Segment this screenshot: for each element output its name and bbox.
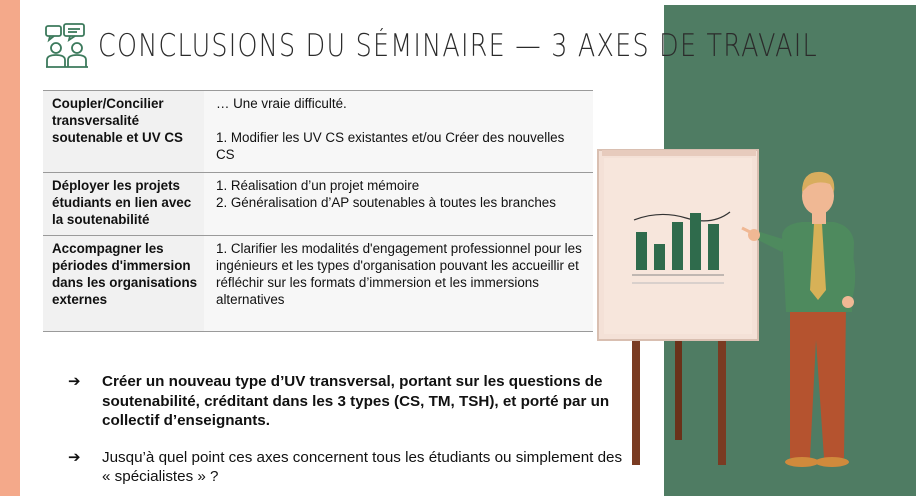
row-content	[204, 173, 593, 236]
left-accent-band	[0, 0, 20, 496]
row-content	[204, 236, 593, 332]
content-line: … Une vraie difficulté.	[216, 96, 347, 111]
axes-table	[43, 90, 593, 332]
table-row	[43, 236, 593, 332]
title-row	[44, 22, 916, 70]
content-line: 1. Clarifier les modalités d'engagement professionnel pour les ingénieurs et les types d'organisation pouvant les accueillir et réfléchir sur les formats d’immersion et les immersions alternatives	[216, 241, 582, 307]
bullet-item	[68, 448, 628, 487]
meeting-people-icon	[44, 23, 92, 69]
page-title: CONCLUSIONS DU SÉMINAIRE — 3 AXES DE TRAVAIL	[98, 28, 818, 64]
table-row	[43, 91, 593, 173]
row-label: Accompagner les périodes d'immersion dans les organisations externes	[43, 236, 204, 332]
row-label: Déployer les projets étudiants en lien avec la soutenabilité	[43, 173, 204, 236]
conclusion-bullets	[68, 372, 628, 496]
content-line: 1. Modifier les UV CS existantes et/ou Créer des nouvelles CS	[216, 130, 565, 162]
row-content	[204, 91, 593, 173]
bullet-item	[68, 372, 628, 431]
content-line: 2. Généralisation d’AP soutenables à toutes les branches	[216, 195, 556, 210]
presenter-illustration	[590, 140, 890, 470]
row-label: Coupler/Concilier transversalité soutenable et UV CS	[43, 91, 204, 173]
bullet-text: Créer un nouveau type d’UV transversal, portant sur les questions de soutenabilité, créditant dans les 3 types (CS, TM, TSH), et porté par un collectif d’enseignants.	[102, 373, 610, 429]
arrow-icon: ➔	[68, 448, 81, 466]
arrow-icon: ➔	[68, 373, 81, 390]
content-line-blank	[216, 112, 585, 129]
content-line: 1. Réalisation d’un projet mémoire	[216, 178, 420, 193]
easel	[632, 330, 726, 465]
table-row	[43, 173, 593, 236]
bullet-text: Jusqu’à quel point ces axes concernent tous les étudiants ou simplement des « spécialistes » ?	[102, 448, 623, 485]
